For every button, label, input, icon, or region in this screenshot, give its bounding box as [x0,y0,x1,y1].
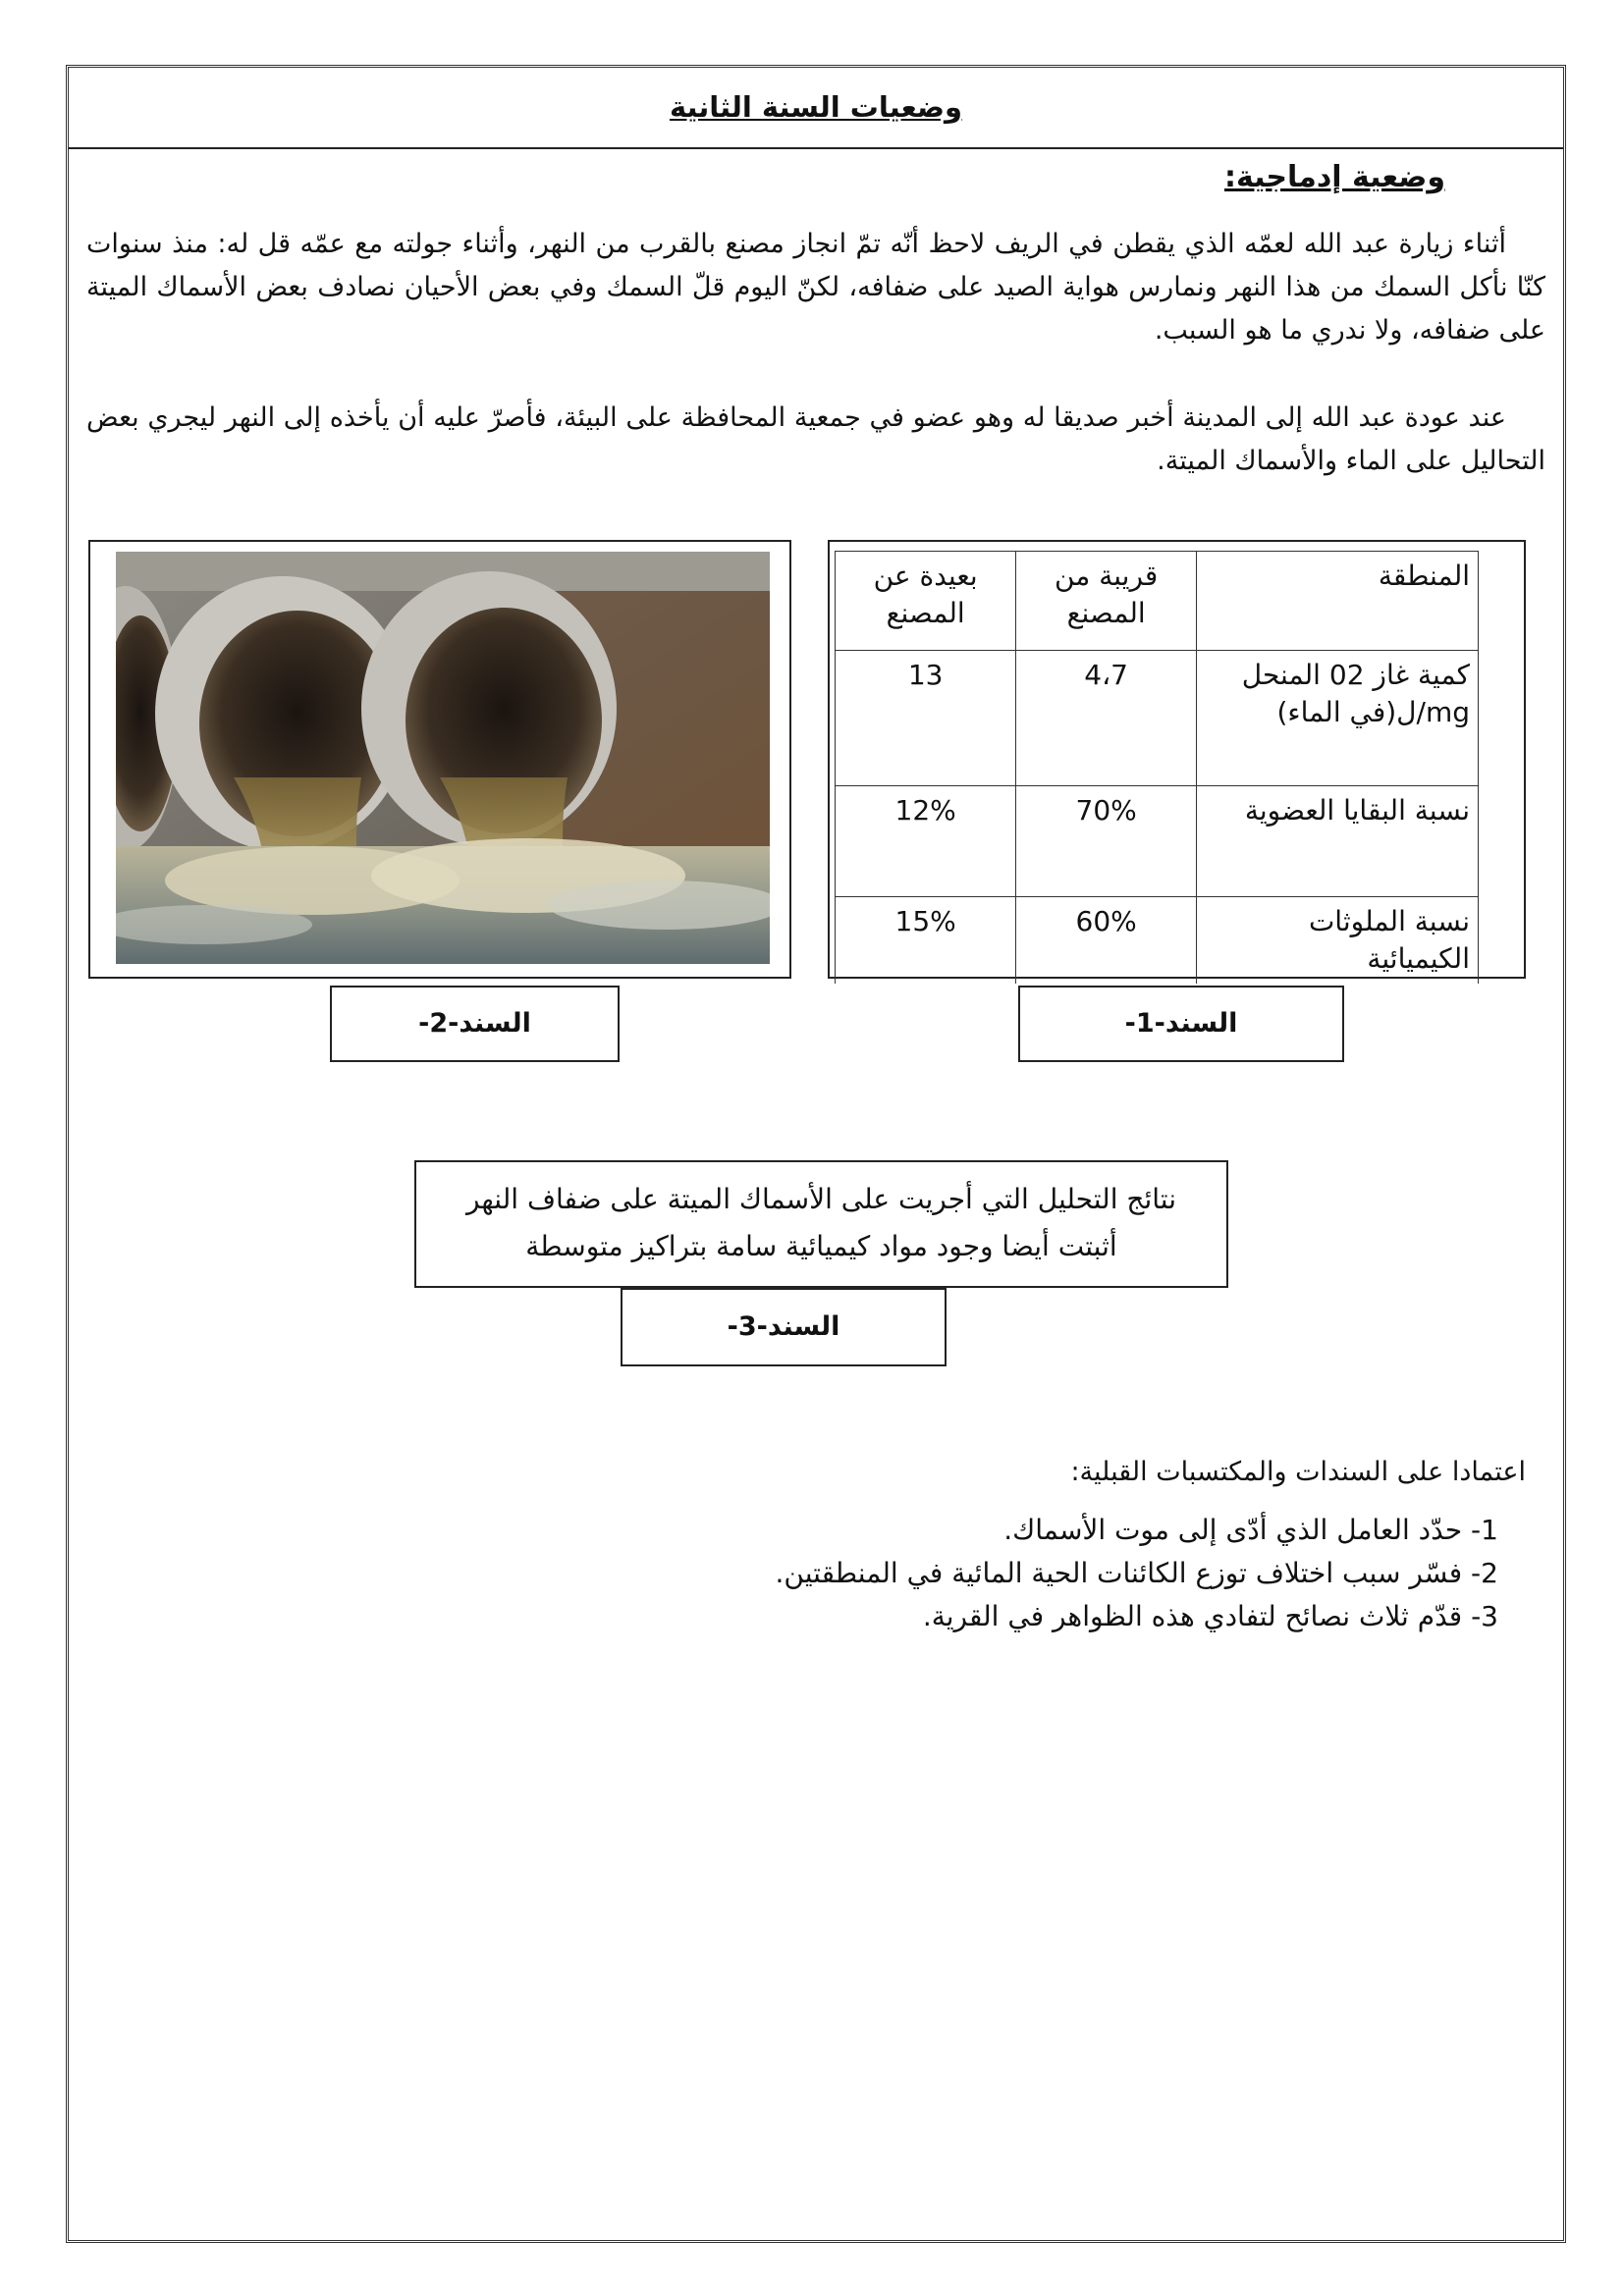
situation-subtitle: وضعية إدماجية: [1223,160,1445,194]
document-2-caption: السند-2- [330,986,620,1062]
cell-organic-near: 70% [1016,786,1197,897]
question-1: 1- حدّد العامل الذي أدّى إلى موت الأسماك. [1003,1514,1498,1546]
row-label-chemical-pollutants: نسبة الملوثات الكيميائية [1197,897,1479,985]
document-1-caption: السند-1- [1018,986,1344,1062]
page-title: وضعيات السنة الثانية [669,90,963,124]
document-3-line-2: أثبتت أيضا وجود مواد كيميائية سامة بتراكيز متوسطة [525,1230,1117,1262]
document-1-box [828,540,1526,979]
question-3: 3- قدّم ثلاث نصائح لتفادي هذه الظواهر في القرية. [922,1600,1498,1632]
situation-paragraph-1: أثناء زيارة عبد الله لعمّه الذي يقطن في الريف لاحظ أنّه تمّ انجاز مصنع بالقرب من النهر، وأثناء جولته مع عمّه قل له: منذ سنوات كنّا نأكل السمك من هذا النهر ونمارس هواية الصيد على ضفافه، لكنّ اليوم قلّ السمك وفي بعض الأحيان نصادف بعض الأسماك الميتة على ضفافه، ولا ندري ما هو السبب. [86,229,1545,346]
situation-paragraph-2: عند عودة عبد الله إلى المدينة أخبر صديقا له وهو عضو في جمعية المحافظة على البيئة، فأصرّ عليه أن يأخذه إلى النهر ليجري بعض التحاليل على الماء والأسماك الميتة. [86,402,1545,476]
header-region: المنطقة [1197,552,1479,651]
header-near-factory: قريبة من المصنع [1016,552,1197,651]
document-3-line-1: نتائج التحليل التي أجريت على الأسماك الميتة على ضفاف النهر [465,1183,1177,1215]
questions-list [776,1509,1499,1638]
cell-chemical-far: 15% [836,897,1016,985]
document-3-box [414,1160,1228,1288]
table-header-row [836,552,1479,651]
cell-oxygen-near: 4،7 [1016,651,1197,786]
measurements-table [835,551,1479,984]
document-2-box [88,540,791,979]
header-far-factory: بعيدة عن المصنع [836,552,1016,651]
cell-chemical-near: 60% [1016,897,1197,985]
instructions-lead: اعتمادا على السندات والمكتسبات القبلية: [1070,1457,1526,1487]
cell-organic-far: 12% [836,786,1016,897]
page-frame [66,65,1566,2243]
title-row [69,68,1563,149]
row-label-oxygen: كمية غاز 02 المنحل mg/ل(في الماء) [1197,651,1479,786]
table-row [836,786,1479,897]
question-2: 2- فسّر سبب اختلاف توزع الكائنات الحية المائية في المنطقتين. [775,1557,1498,1589]
table-row [836,897,1479,985]
cell-oxygen-far: 13 [836,651,1016,786]
factory-discharge-pipes-photo [116,552,770,964]
document-3-caption: السند-3- [621,1288,947,1366]
row-label-organic-residue: نسبة البقايا العضوية [1197,786,1479,897]
table-row [836,651,1479,786]
